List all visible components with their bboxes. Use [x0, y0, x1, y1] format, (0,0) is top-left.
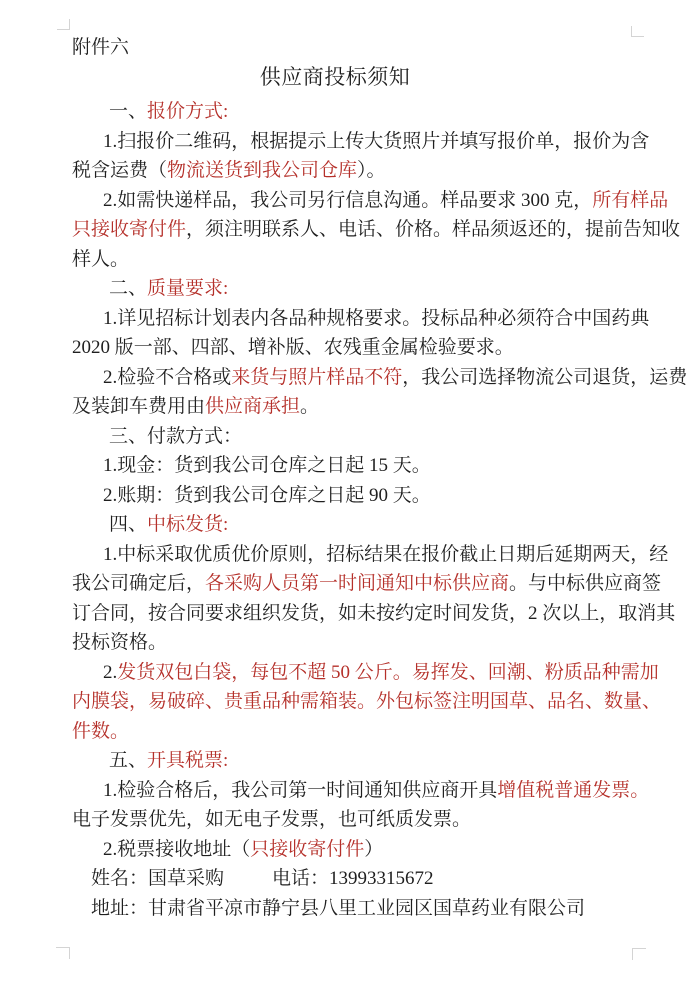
crop-mark-bottom-left	[56, 947, 70, 959]
attachment-label: 附件六	[72, 37, 130, 58]
text-segment: 2.税票接收地址（	[103, 838, 251, 860]
text-segment: 1.检验合格后，我公司第一时间通知供应商开具	[103, 779, 498, 801]
text-segment: 投标资格。	[72, 632, 168, 653]
text-line	[72, 245, 672, 275]
text-segment: 。与中标供应商签	[509, 573, 662, 594]
highlighted-text-segment: 开具税票:	[147, 750, 229, 771]
text-line	[72, 422, 672, 452]
text-segment: 样人。	[72, 248, 130, 270]
text-segment: 三、付款方式：	[109, 425, 243, 447]
text-line	[72, 864, 672, 894]
text-segment: ，我公司选择物流公司退货，运费	[402, 366, 688, 388]
text-line	[72, 628, 672, 658]
crop-mark-bottom-right	[632, 948, 646, 960]
text-line	[72, 304, 672, 334]
highlighted-text-segment: 来货与照片样品不符	[231, 366, 403, 388]
text-segment: 1.现金：货到我公司仓库之日起 15 天。	[103, 455, 431, 476]
text-segment: 1.扫报价二维码，根据提示上传大货照片并填写报价单，报价为含	[103, 130, 650, 152]
text-segment: 地址：甘肃省平凉市静宁县八里工业园区国草药业有限公司	[91, 897, 586, 919]
text-line	[72, 274, 672, 304]
text-segment: 1.中标采取优质优价原则，招标结果在报价截止日期后延期两天，经	[103, 543, 669, 565]
highlighted-text-segment: 中标发货:	[147, 514, 229, 535]
text-segment: 。	[300, 396, 320, 417]
text-line	[72, 127, 672, 157]
text-segment: 2.检验不合格或	[103, 366, 232, 388]
crop-mark-top-left	[57, 19, 70, 30]
text-segment: 电子发票优先，如无电子发票，也可纸质发票。	[72, 809, 472, 830]
highlighted-text-segment: 物流送货到我公司仓库	[167, 160, 358, 181]
text-line	[72, 776, 672, 806]
text-segment: 五、	[109, 750, 148, 771]
text-segment: 四、	[109, 514, 148, 535]
text-line	[72, 333, 672, 363]
highlighted-text-segment: 件数。	[72, 720, 130, 742]
text-segment: 1.详见招标计划表内各品种规格要求。投标品种必须符合中国药典	[103, 307, 650, 329]
text-segment: ）。	[357, 160, 386, 181]
text-segment: 及装卸车费用由	[72, 396, 206, 417]
text-line	[72, 392, 672, 422]
text-line	[72, 746, 672, 776]
text-line	[72, 658, 672, 688]
text-line	[72, 510, 672, 540]
highlighted-text-segment: 只接收寄付件	[72, 219, 187, 240]
highlighted-text-segment: 各采购人员第一时间通知中标供应商	[205, 573, 510, 594]
text-line	[72, 451, 672, 481]
text-line	[72, 97, 672, 127]
text-line	[72, 215, 681, 245]
text-segment: 2.账期：货到我公司仓库之日起 90 天。	[103, 484, 431, 506]
text-segment: 一、	[109, 101, 148, 122]
text-line	[72, 156, 672, 186]
text-line	[72, 363, 688, 393]
text-line	[72, 687, 672, 717]
text-segment: 2.	[103, 661, 118, 683]
text-line	[72, 186, 672, 216]
document-body	[72, 97, 688, 923]
text-line	[72, 481, 672, 511]
highlighted-text-segment: 供应商承担	[205, 396, 301, 417]
text-segment: ）	[364, 838, 384, 860]
text-line	[72, 599, 676, 629]
highlighted-text-segment: 所有样品	[592, 189, 669, 211]
text-line	[72, 805, 672, 835]
text-segment: 电话：13993315672	[272, 868, 434, 889]
highlighted-text-segment: 发货双包白袋，每包不超 50 公斤。易挥发、回潮、粉质品种需加	[117, 661, 659, 683]
text-line	[72, 717, 672, 747]
highlighted-text-segment: 增值税普通发票。	[497, 779, 650, 801]
text-segment: 二、	[109, 278, 148, 299]
text-segment: 2020 版一部、四部、增补版、农残重金属检验要求。	[72, 337, 514, 358]
highlighted-text-segment: 报价方式:	[147, 101, 229, 122]
document-title: 供应商投标须知	[259, 65, 411, 89]
text-segment: 姓名：国草采购	[91, 868, 225, 889]
highlighted-text-segment: 内膜袋，易破碎、贵重品种需箱装。外包标签注明国草、品名、数量、	[72, 691, 662, 712]
highlighted-text-segment: 只接收寄付件	[250, 838, 365, 860]
text-segment: 我公司确定后，	[72, 573, 206, 594]
text-segment: 税含运费（	[72, 160, 168, 181]
text-segment: 2.如需快递样品，我公司另行信息沟通。样品要求 300 克，	[103, 189, 593, 211]
text-line	[72, 894, 672, 924]
text-segment: 订合同，按合同要求组织发货，如未按约定时间发货，2 次以上，取消其	[72, 602, 676, 624]
highlighted-text-segment: 质量要求:	[147, 278, 229, 299]
text-line	[72, 569, 672, 599]
text-line	[72, 835, 672, 865]
text-segment: ，须注明联系人、电话、价格。样品须返还的，提前告知收	[186, 219, 681, 240]
text-line	[72, 540, 672, 570]
crop-mark-top-right	[631, 26, 644, 37]
